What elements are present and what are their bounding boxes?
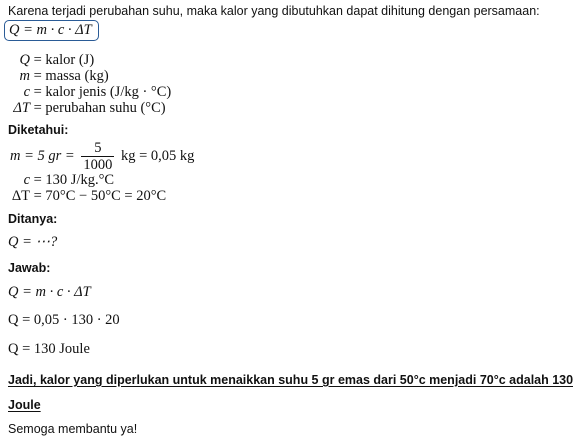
fraction-numerator: 5 [94, 140, 102, 156]
known-dt-value: = 70°C − 50°C = 20°C [33, 188, 167, 204]
fraction-denominator: 1000 [83, 157, 113, 173]
definition-description: = kalor jenis (J/kg · °C) [33, 84, 172, 100]
definition-m [4, 68, 109, 85]
known-c-row [4, 172, 114, 189]
known-mass-rhs: kg = 0,05 kg [120, 147, 195, 164]
answer-step-1: Q = m · c · ΔT [8, 284, 91, 300]
known-dt-row [4, 188, 166, 205]
definition-description: = massa (kg) [33, 68, 109, 84]
known-dt-symbol: ΔT [11, 188, 30, 204]
definition-description: = kalor (J) [33, 52, 95, 68]
closing-text: Semoga membantu ya! [8, 422, 138, 436]
answer-step-2: Q = 0,05 · 130 · 20 [8, 312, 120, 328]
known-mass-row [10, 140, 194, 173]
formula-text: Q = m · c · ΔT [4, 20, 99, 41]
asked-quantity: Q = ⋯? [8, 234, 58, 250]
answer-step-3: Q = 130 Joule [8, 341, 90, 357]
definition-description: = perubahan suhu (°C) [33, 100, 166, 116]
mass-fraction [81, 140, 114, 173]
conclusion-line-1: Jadi, kalor yang diperlukan untuk menaikkan suhu 5 gr emas dari 50°c menjadi 70°c adalah 130 [8, 373, 573, 387]
jawab-heading: Jawab: [8, 261, 51, 275]
known-mass-lhs: m = 5 gr = [10, 147, 75, 164]
known-c-value: = 130 J/kg.°C [33, 172, 115, 188]
formula-box [4, 22, 99, 39]
definition-c [4, 84, 171, 101]
known-c-symbol: c [23, 172, 30, 188]
definition-symbol: c [23, 84, 30, 100]
definition-symbol: Q [19, 52, 30, 68]
definition-symbol: m [19, 68, 30, 84]
diketahui-heading: Diketahui: [8, 123, 69, 137]
conclusion-line-2: Joule [8, 398, 41, 412]
definition-delta-t [4, 100, 166, 117]
definition-q [4, 52, 94, 69]
intro-text: Karena terjadi perubahan suhu, maka kalor yang dibutuhkan dapat dihitung dengan persamaan: [8, 4, 540, 18]
definition-symbol: ΔT [13, 100, 30, 116]
ditanya-heading: Ditanya: [8, 212, 58, 226]
